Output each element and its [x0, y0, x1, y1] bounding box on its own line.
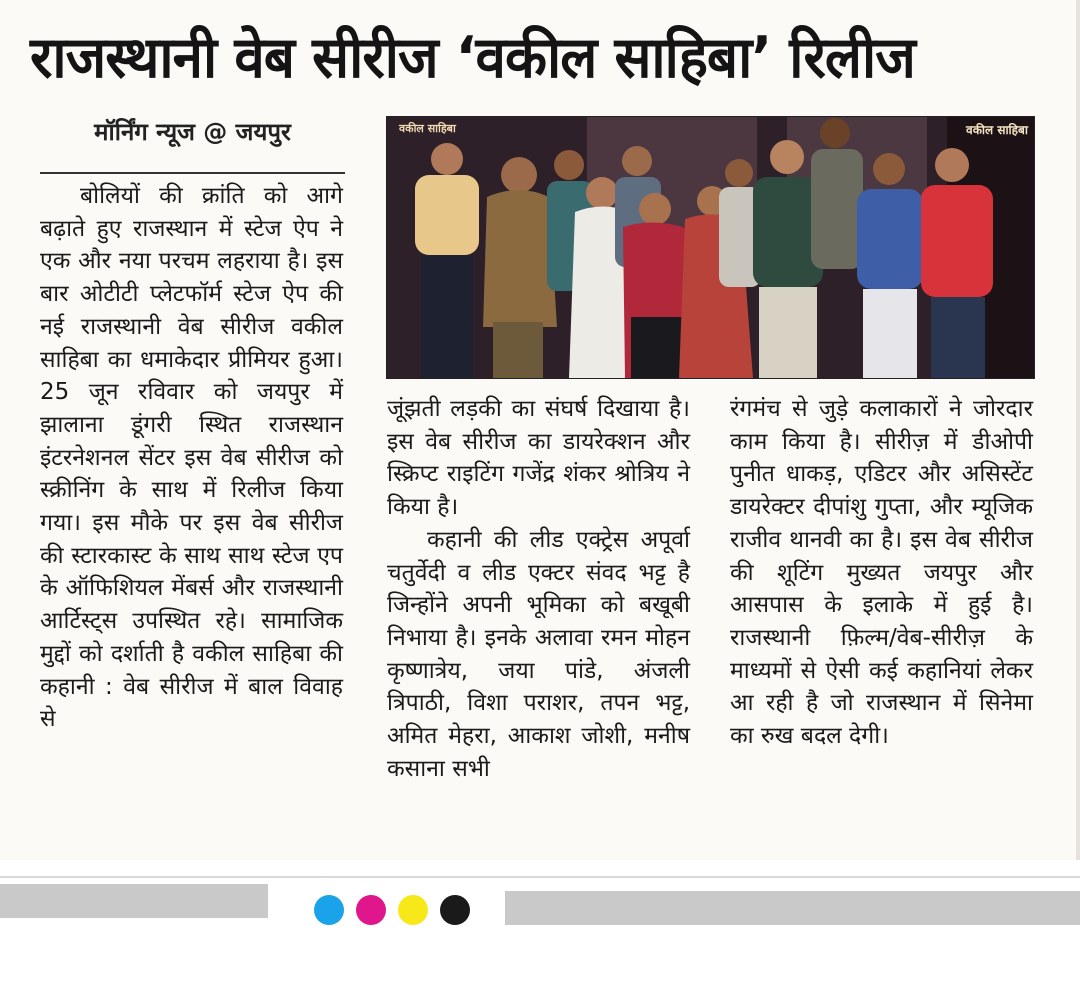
article-column-2 [387, 393, 690, 785]
poster-title-right: वकील साहिबा [966, 123, 1028, 137]
footer-rule [0, 876, 1080, 878]
byline-divider [40, 172, 345, 174]
event-photo [386, 116, 1035, 379]
article-column-1 [40, 180, 343, 736]
yellow-registration-dot [398, 895, 428, 925]
paragraph: रंगमंच से जुड़े कलाकारों ने जोरदार काम किया है। सीरीज़ में डीओपी पुनीत धाकड़, एडिटर और असिस्टेंट डायरेक्टर दीपांशु गुप्ता, और म्यूजिक राजीव थानवी का है। इस वेब सीरीज की शूटिंग मुख्यत जयपुर और आसपास के इलाके में हुई है। राजस्थानी फ़िल्म/वेब-सीरीज़ के माध्यमों से ऐसी कई कहानियां लेकर आ रही है जो राजस्थान में सिनेमा का रुख बदल देगी। [730, 396, 1033, 750]
magenta-registration-dot [356, 895, 386, 925]
page-edge [1076, 0, 1080, 860]
cyan-registration-dot [314, 895, 344, 925]
paragraph: जूंझती लड़की का संघर्ष दिखाया है। इस वेब सीरीज का डायरेक्शन और स्क्रिप्ट राइटिंग गजेंद्र शंकर श्रोत्रिय ने किया है। [387, 396, 690, 521]
paragraph: कहानी की लीड एक्ट्रेस अपूर्वा चतुर्वेदी व लीड एक्टर संवद भट्ट है जिन्होंने अपनी भूमिका को बखूबी निभाया है। इनके अलावा रमन मोहन कृष्णात्रेय, जया पांडे, अंजली त्रिपाठी, विशा पराशर, तपन भट्ट, अमित मेहरा, आकाश जोशी, मनीष कसाना सभी [387, 526, 690, 782]
black-registration-dot [440, 895, 470, 925]
poster-title-left: वकील साहिबा [399, 122, 456, 135]
footer-bar-right [505, 891, 1080, 925]
group-photo-illustration [387, 117, 1034, 378]
footer-bar-left [0, 884, 268, 918]
byline: मॉर्निंग न्यूज @ जयपुर [94, 118, 291, 146]
article-column-3 [730, 393, 1033, 753]
headline: राजस्थानी वेब सीरीज ‘वकील साहिबा’ रिलीज [30, 25, 915, 91]
paragraph: बोलियों की क्रांति को आगे बढ़ाते हुए राजस्थान में स्टेज ऐप ने एक और नया परचम लहराया है। इस बार ओटीटी प्लेटफॉर्म स्टेज ऐप की नई राजस्थानी वेब सीरीज वकील साहिबा का धमाकेदार प्रीमियर हुआ। 25 जून रविवार को जयपुर में झालाना डूंगरी स्थित राजस्थान इंटरनेशनल सेंटर इस वेब सीरीज को स्क्रीनिंग के साथ में रिलीज किया गया। इस मौके पर इस वेब सीरीज की स्टारकास्ट के साथ साथ स्टेज एप के ऑफिशियल मेंबर्स और राजस्थानी आर्टिस्ट्स उपस्थित रहे। सामाजिक मुद्दों को दर्शाती है वकील साहिबा की कहानी : वेब सीरीज में बाल विवाह से [40, 183, 343, 733]
